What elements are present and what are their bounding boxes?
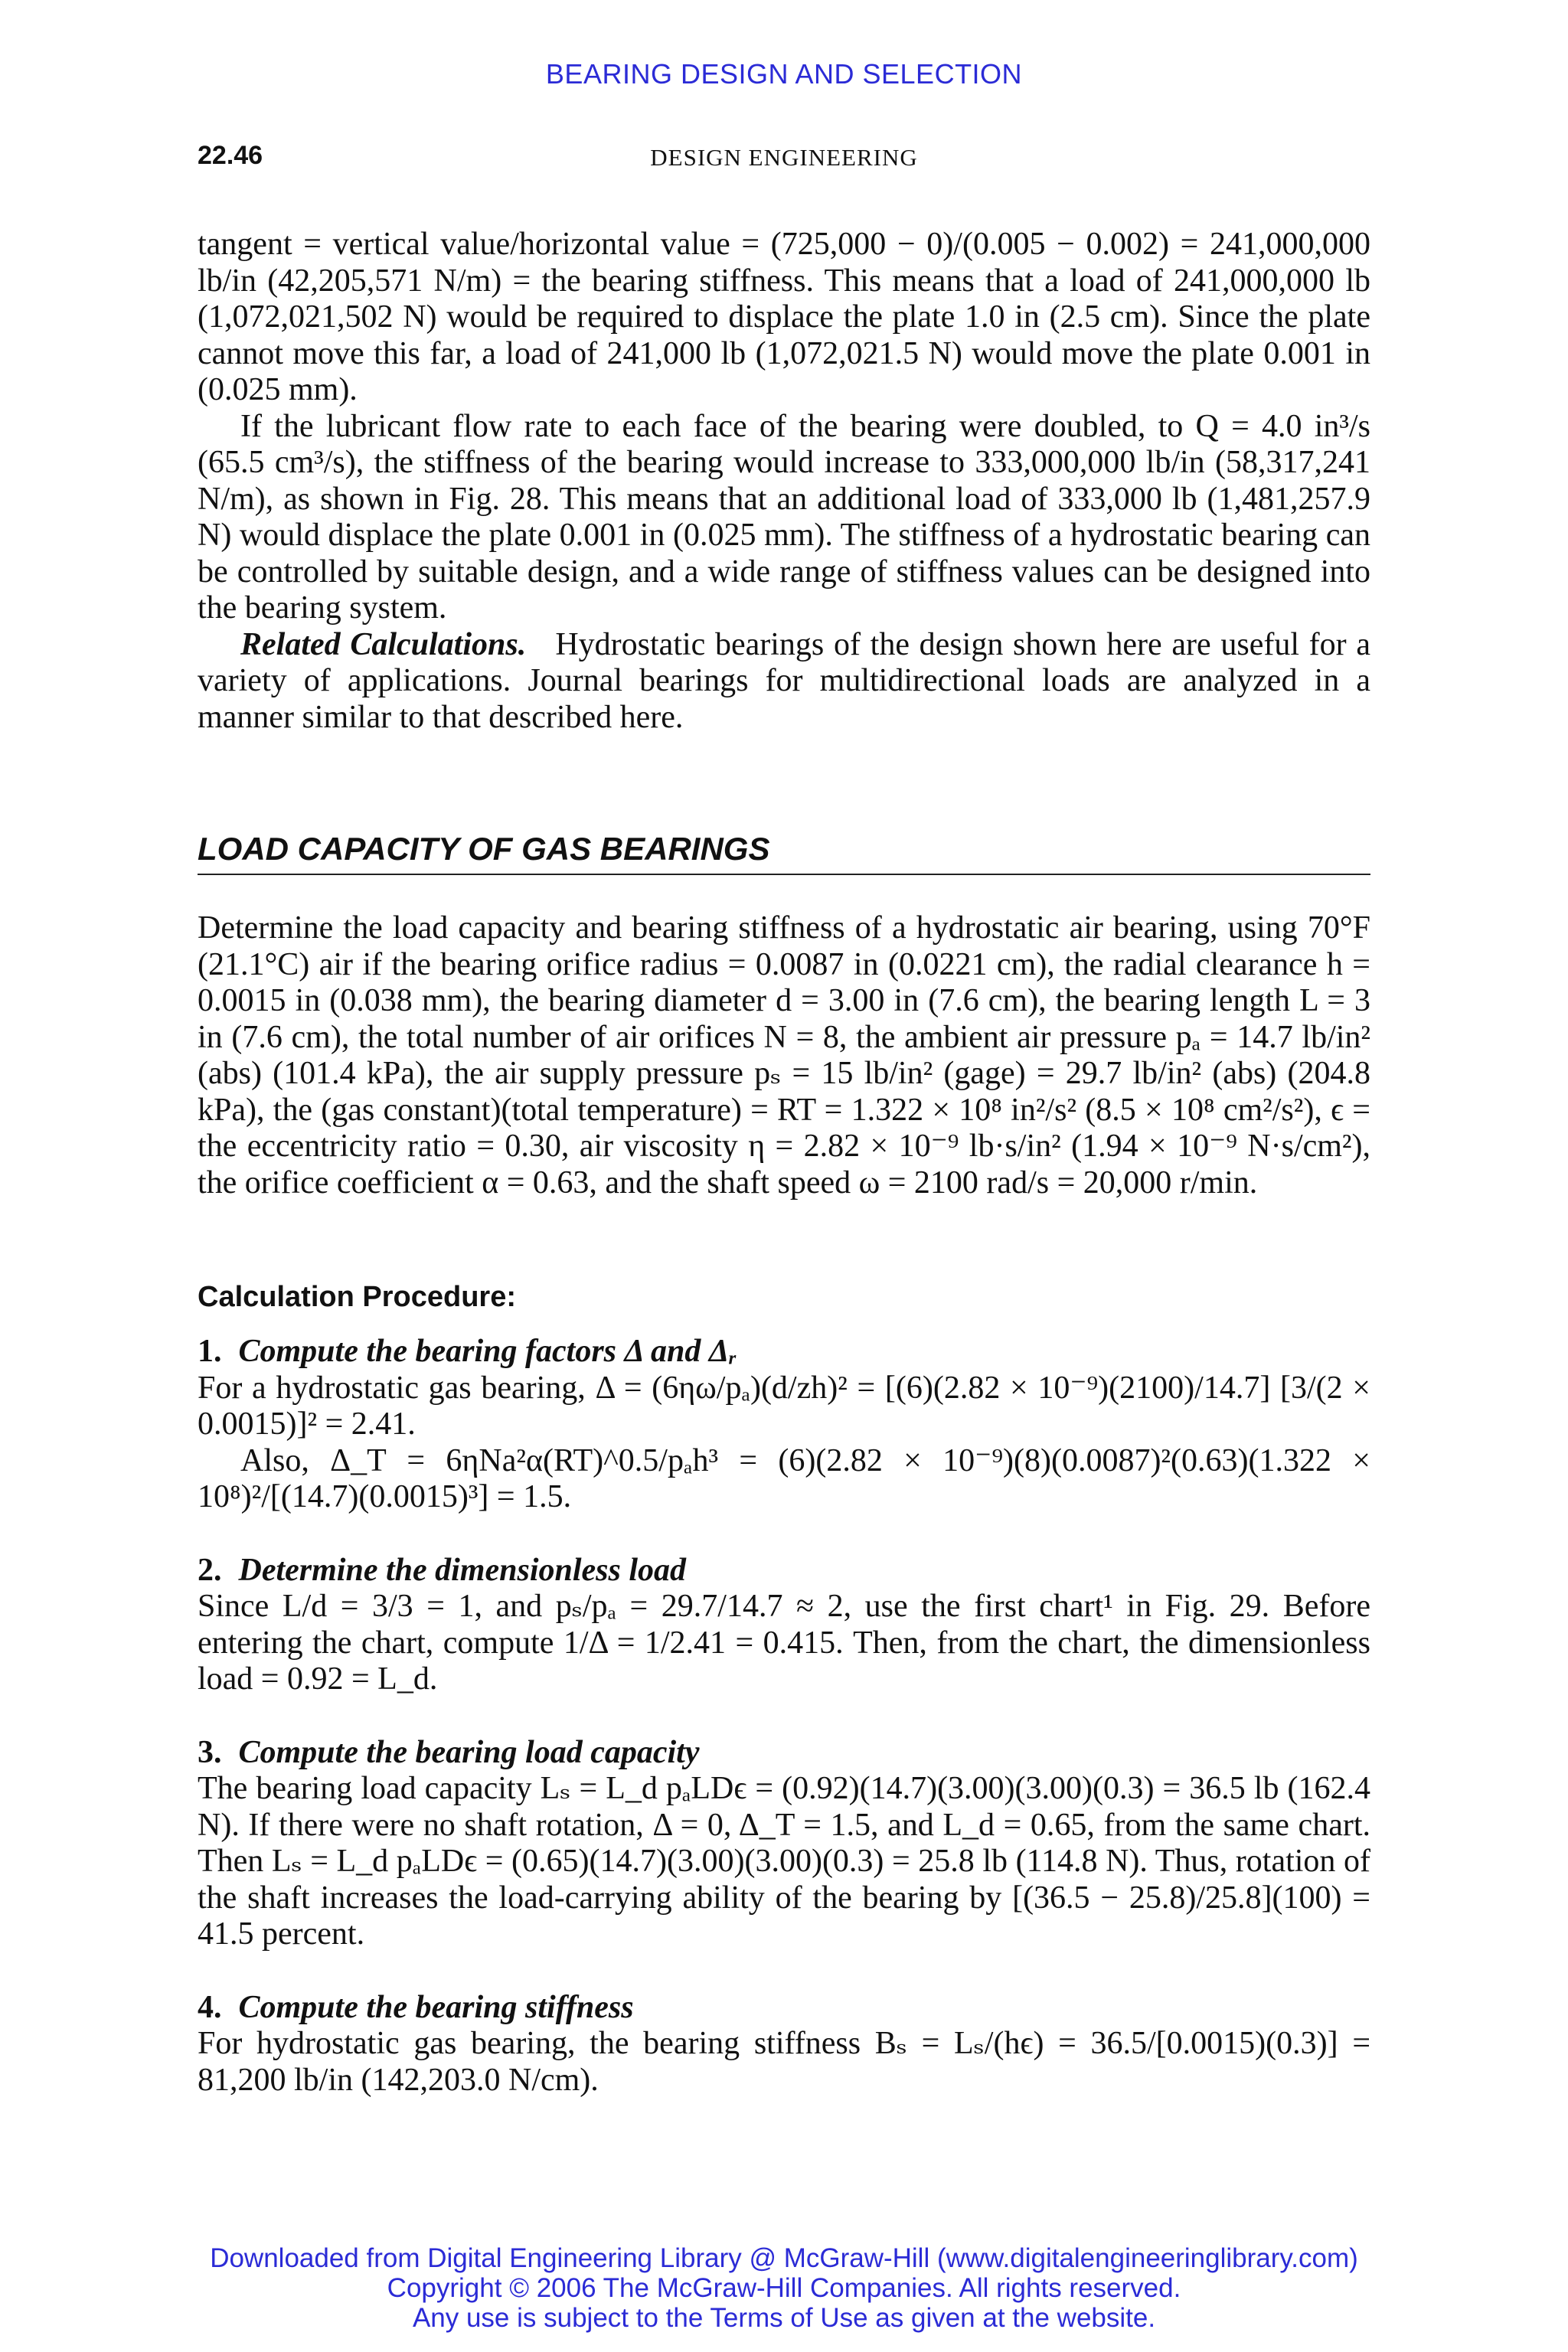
- step-title: Compute the bearing factors Δ and Δᵣ: [238, 1334, 737, 1369]
- step-3: [198, 1735, 1370, 1953]
- step-paragraph: For a hydrostatic gas bearing, Δ = (6ηω/pₐ)(d/zh)² = [(6)(2.82 × 10⁻⁹)(2100)/14.7] [3/(2 × 0.0015)]² = 2.41.: [198, 1370, 1370, 1442]
- step-heading: [198, 1990, 1370, 2027]
- step-paragraph: Since L/d = 3/3 = 1, and pₛ/pₐ = 29.7/14.7 ≈ 2, use the first chart¹ in Fig. 29. Before entering the chart, compute 1/Δ = 1/2.41 = 0.415. Then, from the chart, the dimensionless load = 0.92 = L_d.: [198, 1589, 1370, 1697]
- step-paragraph: The bearing load capacity Lₛ = L_d pₐLDϵ = (0.92)(14.7)(3.00)(3.00)(0.3) = 36.5 lb (162.4 N). If there were no shaft rotation, Δ = 0, Δ_T = 1.5, and L_d = 0.65, from the same chart. Then Lₛ = L_d pₐLDϵ = (0.65)(14.7)(3.00)(3.00)(0.3) = 25.8 lb (114.8 N). Thus, rotation of the shaft increases the load-carrying ability of the bearing by [(36.5 − 25.8)/25.8](100) = 41.5 percent.: [198, 1771, 1370, 1952]
- running-title: DESIGN ENGINEERING: [650, 144, 918, 171]
- step-title: Determine the dimensionless load: [238, 1552, 687, 1588]
- section-title: LOAD CAPACITY OF GAS BEARINGS: [198, 831, 1370, 875]
- step-4: [198, 1990, 1370, 2099]
- banner-title: BEARING DESIGN AND SELECTION: [545, 58, 1023, 90]
- related-calculations-label: Related Calculations.: [240, 626, 527, 662]
- step-heading: [198, 1735, 1370, 1772]
- step-heading: [198, 1334, 1370, 1370]
- intro-paragraph-1: tangent = vertical value/horizontal value = (725,000 − 0)/(0.005 − 0.002) = 241,000,000 lb/in (42,205,571 N/m) = the bearing stiffness. This means that a load of 241,000,000 lb (1,072,021,502 N) would be required to displace the plate 1.0 in (2.5 cm). Since the plate cannot move this far, a load of 241,000 lb (1,072,021.5 N) would move the plate 0.001 in (0.025 mm).: [198, 227, 1370, 407]
- step-number: 1.: [198, 1334, 222, 1369]
- step-1: [198, 1334, 1370, 1516]
- page-number: 22.46: [198, 141, 263, 170]
- footer-terms: Any use is subject to the Terms of Use as given at the website.: [412, 2303, 1156, 2333]
- step-paragraph: Also, Δ_T = 6ηNa²α(RT)^0.5/pₐh³ = (6)(2.82 × 10⁻⁹)(8)(0.0087)²(0.63)(1.322 × 10⁸)²/[(14.7)(0.0015)³] = 1.5.: [198, 1442, 1370, 1514]
- running-head: [198, 141, 1370, 178]
- footer: [0, 2243, 1568, 2333]
- step-number: 4.: [198, 1989, 222, 2025]
- procedure-heading: Calculation Procedure:: [198, 1281, 516, 1313]
- problem-statement: Determine the load capacity and bearing stiffness of a hydrostatic air bearing, using 70°F (21.1°C) air if the bearing orifice radius = 0.0087 in (0.0221 cm), the radial clearance h = 0.0015 in (0.038 mm), the bearing diameter d = 3.00 in (7.6 cm), the bearing length L = 3 in (7.6 cm), the total number of air orifices N = 8, the ambient air pressure pₐ = 14.7 lb/in² (abs) (101.4 kPa), the air supply pressure pₛ = 15 lb/in² (gage) = 29.7 lb/in² (abs) (204.8 kPa), the (gas constant)(total temperature) = RT = 1.322 × 10⁸ in²/s² (8.5 × 10⁸ cm²/s²), ϵ = the eccentricity ratio = 0.30, air viscosity η = 2.82 × 10⁻⁹ lb·s/in² (1.94 × 10⁻⁹ N·s/cm²), the orifice coefficient α = 0.63, and the shaft speed ω = 2100 rad/s = 20,000 r/min.: [198, 910, 1370, 1200]
- footer-copyright: Copyright © 2006 The McGraw-Hill Companies. All rights reserved.: [387, 2273, 1181, 2303]
- step-title: Compute the bearing stiffness: [238, 1989, 634, 2025]
- intro-paragraph-2: If the lubricant flow rate to each face of the bearing were doubled, to Q = 4.0 in³/s (65.5 cm³/s), the stiffness of the bearing would increase to 333,000,000 lb/in (58,317,241 N/m), as shown in Fig. 28. This means that an additional load of 333,000 lb (1,481,257.9 N) would displace the plate 0.001 in (0.025 mm). The stiffness of a hydrostatic bearing can be controlled by suitable design, and a wide range of stiffness values can be designed into the bearing system.: [198, 408, 1370, 626]
- step-title: Compute the bearing load capacity: [238, 1734, 700, 1770]
- related-calculations: [198, 627, 1370, 737]
- related-calculations-text: Hydrostatic bearings of the design shown here are useful for a variety of applications. Journal bearings for multidirectional loads are analyzed in a manner similar to that described here.: [198, 626, 1370, 735]
- footer-download-link[interactable]: Downloaded from Digital Engineering Library @ McGraw-Hill (www.digitalengineeringlibrary.com): [210, 2243, 1358, 2273]
- step-number: 2.: [198, 1552, 222, 1588]
- step-2: [198, 1553, 1370, 1698]
- step-paragraph: For hydrostatic gas bearing, the bearing stiffness Bₛ = Lₛ/(hϵ) = 36.5/[0.0015)(0.3)] = 81,200 lb/in (142,203.0 N/cm).: [198, 2026, 1370, 2098]
- step-number: 3.: [198, 1734, 222, 1770]
- main-content: [198, 227, 1370, 2099]
- step-heading: [198, 1553, 1370, 1589]
